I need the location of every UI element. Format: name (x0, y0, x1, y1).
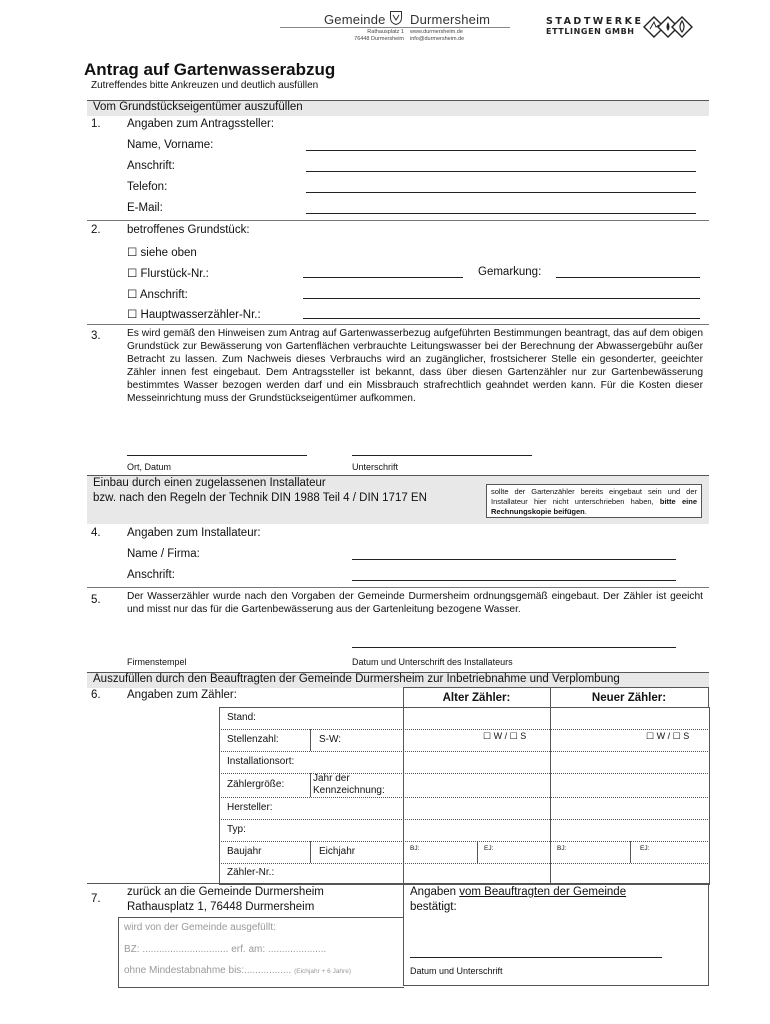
new-meter-header: Neuer Zähler: (591, 692, 667, 704)
section-7-top-line (87, 883, 708, 884)
stand-label: Stand: (227, 712, 256, 723)
gemarkung-label: Gemarkung: (478, 266, 542, 278)
stadtwerke-logo (546, 16, 696, 40)
email-label: E-Mail: (127, 202, 163, 214)
bz-line[interactable]: BZ: ............................... erf. am: ..................... (124, 944, 327, 955)
row-line (219, 729, 708, 730)
installer-date-sig-label: Datum und Unterschrift des Installateurs (352, 657, 513, 667)
baujahr-label: Baujahr (227, 846, 262, 857)
applicant-heading: Angaben zum Antragssteller: (127, 118, 275, 130)
new-s-label: S (683, 731, 690, 741)
section-number-4: 4. (91, 527, 101, 539)
installer-signature-field[interactable] (352, 647, 676, 648)
option-address-label: Anschrift: (139, 289, 188, 301)
min-take-line[interactable] (124, 965, 351, 976)
official-signature-field[interactable] (410, 957, 662, 958)
checkbox-icon[interactable]: ☐ (672, 731, 681, 741)
confirmation-line2: bestätigt: (410, 901, 457, 913)
invoice-note-text: sollte der Gartenzähler bereits eingebaut sein und der Installateur hier nicht unterschrieben haben, (491, 487, 697, 506)
header-web: www.durmersheim.de (410, 29, 463, 35)
option-see-above[interactable] (127, 245, 197, 259)
checkbox-icon[interactable]: ☐ (127, 247, 138, 259)
new-ws-choice[interactable] (646, 731, 689, 742)
confirmation-text: Angaben (410, 886, 460, 898)
header-addr2: 76448 Durmersheim (354, 36, 404, 42)
gemarkung-field[interactable] (556, 277, 700, 278)
table-vline-new-split (630, 841, 631, 863)
old-ws-label: W / (493, 731, 510, 741)
header-address (334, 29, 404, 43)
checkbox-icon[interactable]: ☐ (509, 731, 518, 741)
section-divider-3 (87, 324, 709, 325)
page-subtitle: Zutreffendes bitte Ankreuzen und deutlich ausfüllen (91, 80, 319, 91)
checkbox-icon[interactable]: ☐ (646, 731, 655, 741)
meter-table (219, 707, 710, 885)
section-number-7: 7. (91, 893, 101, 905)
option-address[interactable] (127, 287, 188, 301)
official-date-sig-label: Datum und Unterschrift (410, 966, 503, 976)
name-label: Name, Vorname: (127, 139, 214, 151)
installer-name-label: Name / Firma: (127, 548, 200, 560)
new-bj-label: BJ: (557, 845, 567, 852)
meter-heading: Angaben zum Zähler: (127, 689, 237, 701)
new-ws-label: W / (656, 731, 673, 741)
table-vline-year (310, 841, 311, 863)
municipal-filled-label: wird von der Gemeinde ausgefüllt: (124, 922, 276, 933)
old-bj-label: BJ: (410, 845, 420, 852)
option-parcel-label: Flurstück-Nr.: (140, 268, 209, 280)
zaehler-nr-label: Zähler-Nr.: (227, 867, 275, 878)
table-vline-outer-right-top (708, 687, 709, 707)
section-7-right-border (708, 883, 709, 986)
min-take-text: ohne Mindestabnahme bis:................. (124, 965, 292, 976)
company-stamp-label: Firmenstempel (127, 657, 187, 667)
installer-heading: Angaben zum Installateur: (127, 527, 261, 539)
old-s-label: S (520, 731, 527, 741)
section-number-2: 2. (91, 224, 101, 236)
checkbox-icon[interactable]: ☐ (483, 731, 492, 741)
address-field[interactable] (306, 171, 696, 172)
installationsort-label: Installationsort: (227, 756, 295, 767)
section-divider-5 (87, 587, 709, 588)
typ-label: Typ: (227, 824, 246, 835)
table-vline-mid (550, 687, 551, 883)
parcel-field[interactable] (303, 277, 463, 278)
email-field[interactable] (306, 213, 696, 214)
eichjahr-note: (Eichjahr + 6 Jahre) (294, 968, 351, 975)
old-meter-header: Alter Zähler: (442, 692, 511, 704)
old-ws-choice[interactable] (483, 731, 526, 742)
durmersheim-word: Durmersheim (410, 12, 491, 27)
row-line (219, 819, 708, 820)
row-line (219, 841, 708, 842)
install-heading-1: Einbau durch einen zugelassenen Installateur (93, 477, 326, 489)
confirmation-underlined: vom Beauftragten der Gemeinde (459, 886, 627, 898)
table-vline-old-split (477, 841, 478, 863)
signature-label: Unterschrift (352, 462, 399, 472)
old-ej-label: EJ: (484, 845, 494, 852)
section-heading-owner: Vom Grundstückseigentümer auszufüllen (93, 101, 303, 113)
gemeinde-logo (280, 8, 510, 44)
row-line (219, 751, 708, 752)
row-line (219, 797, 708, 798)
section-7-bottom-line (403, 985, 708, 986)
header-contact (410, 29, 500, 43)
place-date-field[interactable] (127, 455, 307, 456)
invoice-note-end: . (584, 507, 587, 516)
jahr-der-line2: Kennzeichnung: (313, 785, 385, 796)
row-line (219, 773, 708, 774)
stadtwerke-word: STADTWERKE (546, 16, 644, 27)
option-see-above-label: siehe oben (140, 247, 197, 259)
checkbox-icon[interactable]: ☐ (127, 309, 138, 321)
return-address (127, 885, 324, 915)
declaration-text: Es wird gemäß den Hinweisen zum Antrag auf Gartenwasserbezug aufgeführten Bestimmungen beantragt, das auf dem obigen Grundstück zur Bewässerung von Gartenflächen verbrauchte Leitungswasser bei der Berechnung der Abwassergebühr außer Betracht zu lassen. Zum Nachweis dieses Verbrauchs wird an zugänglicher, frostsicherer Stelle ein gesonderter, geeichter Zähler innen fest eingebaut. Dem Antragssteller ist bekannt, dass über diesen Gartenzähler nur zur Gartenbewässerung bestimmtes Wasser bezogen werden darf und ein Missbrauch strafrechtlich geahndet werden kann. Für die Kosten dieser Messeinrichtung muss der Grundstückseigentümer aufkommen. (127, 328, 703, 405)
table-vline-old-left (403, 687, 404, 883)
installer-confirmation-text: Der Wasserzähler wurde nach den Vorgaben der Gemeinde Durmersheim ordnungsgemäß eingebaut. Der Zähler ist geeicht und misst nur das für die Gartenbewässerung aus der Gartenleitung bezogene Wasser. (127, 591, 703, 616)
gemeinde-word: Gemeinde (324, 12, 386, 27)
option-main-meter[interactable] (127, 307, 261, 321)
jahr-der-label (313, 773, 385, 797)
hersteller-label: Hersteller: (227, 802, 273, 813)
option-parcel[interactable] (127, 266, 209, 280)
section-heading-official: Auszufüllen durch den Beauftragten der Gemeinde Durmersheim zur Inbetriebnahme und Verplombung (93, 673, 620, 685)
header-mail: info@durmersheim.de (410, 36, 465, 42)
ettlingen-word: ETTLINGEN GMBH (546, 27, 635, 36)
signature-field[interactable] (352, 455, 532, 456)
sw-label: S-W: (319, 734, 342, 745)
main-meter-field[interactable] (303, 318, 700, 319)
checkbox-icon[interactable]: ☐ (127, 268, 138, 280)
section-number-3: 3. (91, 330, 101, 342)
option-main-meter-label: Hauptwasserzähler-Nr.: (140, 309, 261, 321)
section-number-6: 6. (91, 689, 101, 701)
installer-address-label: Anschrift: (127, 569, 175, 581)
header-addr1: Rathausplatz 1 (367, 29, 404, 35)
name-field[interactable] (306, 150, 696, 151)
header-rule (280, 27, 510, 28)
table-vline-size (310, 773, 311, 797)
installer-address-field[interactable] (352, 580, 676, 581)
return-line1: zurück an die Gemeinde Durmersheim (127, 886, 324, 898)
section-divider-2 (87, 220, 709, 221)
checkbox-icon[interactable]: ☐ (127, 289, 138, 301)
invoice-note (486, 484, 702, 518)
property-heading: betroffenes Grundstück: (127, 224, 250, 236)
zaehlergroesse-label: Zählergröße: (227, 779, 285, 790)
page-title: Antrag auf Gartenwasserabzug (84, 60, 336, 79)
phone-label: Telefon: (127, 181, 168, 193)
install-heading-2: bzw. nach den Regeln der Technik DIN 1988 Teil 4 / DIN 1717 EN (93, 492, 427, 504)
property-address-field[interactable] (303, 298, 700, 299)
jahr-der-line1: Jahr der (313, 773, 350, 784)
eichjahr-label: Eichjahr (319, 846, 356, 857)
new-ej-label: EJ: (640, 845, 650, 852)
phone-field[interactable] (306, 192, 696, 193)
return-line2: Rathausplatz 1, 76448 Durmersheim (127, 901, 315, 913)
table-vline-sw (310, 729, 311, 751)
confirmation-label (410, 885, 626, 915)
invoice-note-bold: bitte eine Rechnungskopie beifügen (491, 497, 697, 516)
section-number-1: 1. (91, 118, 101, 130)
stellenzahl-label: Stellenzahl: (227, 734, 279, 745)
row-line (219, 863, 708, 864)
utility-symbols-icon (642, 16, 694, 38)
place-date-label: Ort, Datum (127, 462, 172, 472)
address-label: Anschrift: (127, 160, 175, 172)
installer-name-field[interactable] (352, 559, 676, 560)
section-number-5: 5. (91, 594, 101, 606)
coat-of-arms-icon (390, 11, 402, 25)
